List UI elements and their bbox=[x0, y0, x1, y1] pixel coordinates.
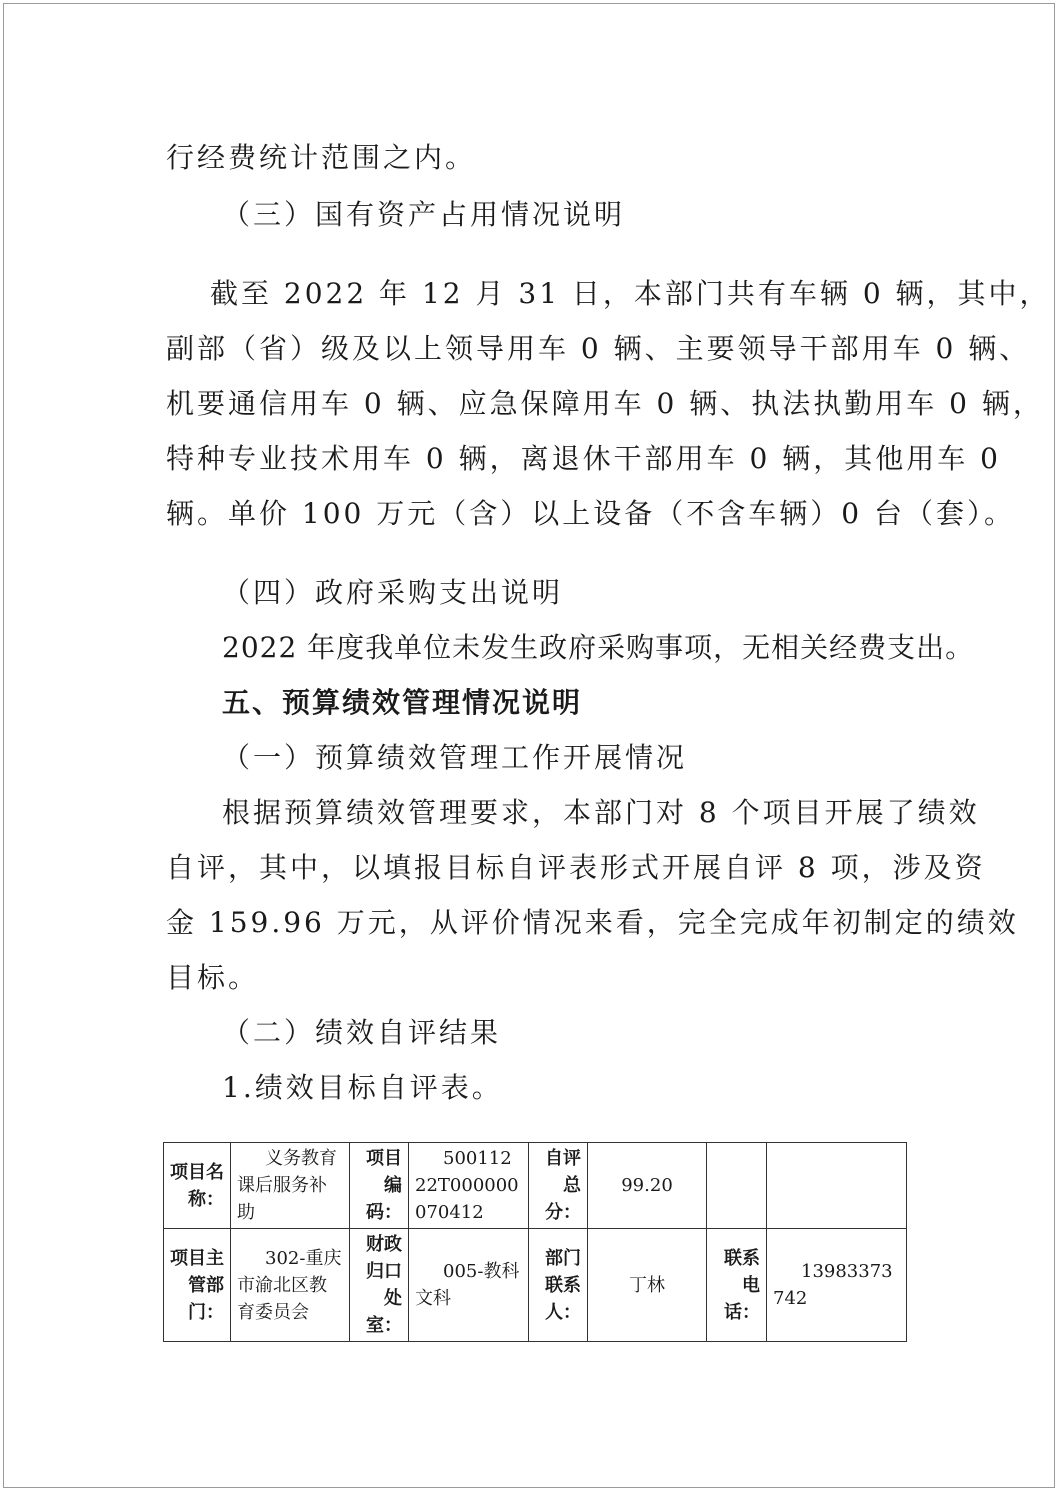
paragraph-line: 行经费统计范围之内。 bbox=[166, 141, 477, 174]
contact-value: 丁林 bbox=[588, 1229, 707, 1342]
table-row bbox=[164, 1143, 907, 1229]
paragraph-line: 2022 年度我单位未发生政府采购事项，无相关经费支出。 bbox=[222, 631, 975, 664]
dept-label: 项目主管部门： bbox=[164, 1229, 231, 1342]
paragraph-line: 金 159.96 万元，从评价情况来看，完全完成年初制定的绩效 bbox=[166, 906, 1019, 939]
section-heading: （二）绩效自评结果 bbox=[222, 1016, 502, 1049]
paragraph-line: 辆。单价 100 万元（含）以上设备（不含车辆）0 台（套）。 bbox=[166, 497, 1015, 530]
project-code-value: 50011222T000000070412 bbox=[409, 1143, 529, 1229]
project-name-value: 义务教育课后服务补助 bbox=[231, 1143, 350, 1229]
table-row bbox=[164, 1229, 907, 1342]
contact-label: 部门联系人： bbox=[529, 1229, 588, 1342]
chapter-heading: 五、预算绩效管理情况说明 bbox=[222, 686, 583, 719]
phone-label: 联系电话： bbox=[707, 1229, 767, 1342]
paragraph-line: 机要通信用车 0 辆、应急保障用车 0 辆、执法执勤用车 0 辆， bbox=[166, 387, 1044, 420]
finance-label: 财政归口处室： bbox=[350, 1229, 409, 1342]
performance-table bbox=[163, 1142, 907, 1342]
paragraph-line: 截至 2022 年 12 月 31 日，本部门共有车辆 0 辆，其中， bbox=[210, 277, 1051, 310]
paragraph-line: 目标。 bbox=[166, 961, 260, 994]
score-label: 自评总分： bbox=[529, 1143, 588, 1229]
phone-value: 13983373742 bbox=[767, 1229, 907, 1342]
section-heading: （一）预算绩效管理工作开展情况 bbox=[222, 741, 688, 774]
project-name-label: 项目名称： bbox=[164, 1143, 231, 1229]
finance-value: 005-教科文科 bbox=[409, 1229, 529, 1342]
score-value: 99.20 bbox=[588, 1143, 707, 1229]
section-heading: （四）政府采购支出说明 bbox=[222, 576, 564, 609]
project-code-label: 项目编码： bbox=[350, 1143, 409, 1229]
paragraph-line: 副部（省）级及以上领导用车 0 辆、主要领导干部用车 0 辆、 bbox=[166, 332, 1031, 365]
paragraph-line: 自评，其中，以填报目标自评表形式开展自评 8 项，涉及资 bbox=[166, 851, 986, 884]
dept-value: 302-重庆市渝北区教育委员会 bbox=[231, 1229, 350, 1342]
paragraph-line: 1.绩效目标自评表。 bbox=[222, 1071, 503, 1104]
empty-cell bbox=[767, 1143, 907, 1229]
paragraph-line: 根据预算绩效管理要求，本部门对 8 个项目开展了绩效 bbox=[222, 796, 980, 829]
paragraph-line: 特种专业技术用车 0 辆，离退休干部用车 0 辆，其他用车 0 bbox=[166, 442, 1001, 475]
empty-cell bbox=[707, 1143, 767, 1229]
section-heading: （三）国有资产占用情况说明 bbox=[222, 198, 626, 231]
